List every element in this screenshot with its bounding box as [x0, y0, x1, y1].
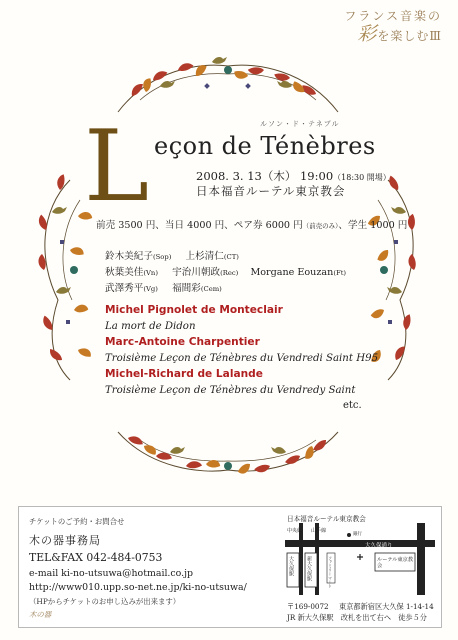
bank-icon [347, 533, 351, 537]
program-work: Troisième Leçon de Ténèbres du Vendredy Saint [105, 385, 356, 396]
ticket-price: 前売 3500 円、当日 4000 円、ペア券 6000 円（前売のみ）、学生 1000 円 [96, 220, 408, 231]
inquiry-label: チケットのご予約・お問合せ [29, 517, 125, 526]
program-composer: Michel Pignolet de Monteclair [105, 304, 283, 316]
meiji-dori-road [417, 523, 425, 595]
right-side-ornament [366, 174, 416, 380]
okubo-dori-road [285, 540, 435, 547]
program-etc: etc. [343, 400, 362, 411]
contact-info-box [18, 506, 442, 628]
email-link[interactable]: e-mail ki-no-utsuwa@hotmail.co.jp [29, 568, 194, 579]
map-label-church: ルーテル東京教会 [377, 557, 414, 570]
series-line1: フランス音楽の [344, 9, 442, 23]
title-ruby: ルソン・ド・テネブル [260, 120, 340, 128]
website-note: （HPからチケットのお申し込みが出来ます） [29, 597, 181, 606]
map-label-okubo-station: 大久保駅 [288, 556, 294, 576]
program-composer: Marc-Antoine Charpentier [105, 336, 260, 348]
title-rest: eçon de Ténèbres [154, 132, 376, 160]
performer-row-1: 鈴木美紀子(Sop) 上杉清仁(CT) [105, 251, 239, 262]
concert-venue: 日本福音ルーテル東京教会 [196, 184, 346, 198]
organizer-name: 木の器事務局 [29, 534, 101, 547]
performer-row-2: 秋葉美佳(Vn) 宇治川朝政(Rec) Morgane Eouzan(Ft) [105, 267, 347, 278]
concert-date: 2008. 3. 13（木） 19:00（18:30 開場） [196, 169, 391, 183]
bottom-arch-ornament [118, 432, 338, 475]
map-caption: 日本福音ルーテル東京教会 [287, 515, 366, 523]
access-directions: JR 新大久保駅 改札を出て右へ 徒歩５分 [287, 613, 427, 622]
map-label-meiji-dori: 明治通り [429, 547, 435, 567]
tel-fax: TEL&FAX 042-484-0753 [29, 551, 163, 564]
map-label-yamanote: 山手線 [311, 528, 327, 534]
street-address: 東京都新宿区大久保 1-14-14 [339, 602, 434, 611]
website-link[interactable]: http://www010.upp.so-net.ne.jp/ki-no-utsuwa/ [29, 582, 247, 593]
organizer-logo: 木の器 [29, 610, 52, 619]
program-work: La mort de Didon [105, 321, 196, 332]
map-label-sobu: 中央線 [287, 528, 303, 534]
postal-code: 〒169-0072 [287, 602, 329, 611]
map-label-bank: 銀行 [353, 532, 362, 537]
map-label-okubo-dori: 大久保通り [365, 543, 393, 549]
top-arch-ornament [118, 57, 338, 112]
series-line2: 彩を楽しむⅢ [357, 22, 442, 45]
performer-row-3: 武澤秀平(Vg) 福間彩(Cem) [105, 283, 222, 294]
map-label-family-mart: ファミリーマート [328, 556, 333, 588]
map-label-shinokubo-station: 新大久保駅 [306, 556, 312, 581]
title-initial: L [84, 110, 150, 224]
program-composer: Michel-Richard de Lalande [105, 368, 263, 380]
program-work: Troisième Leçon de Ténèbres du Vendredi Saint H95 [105, 353, 379, 364]
